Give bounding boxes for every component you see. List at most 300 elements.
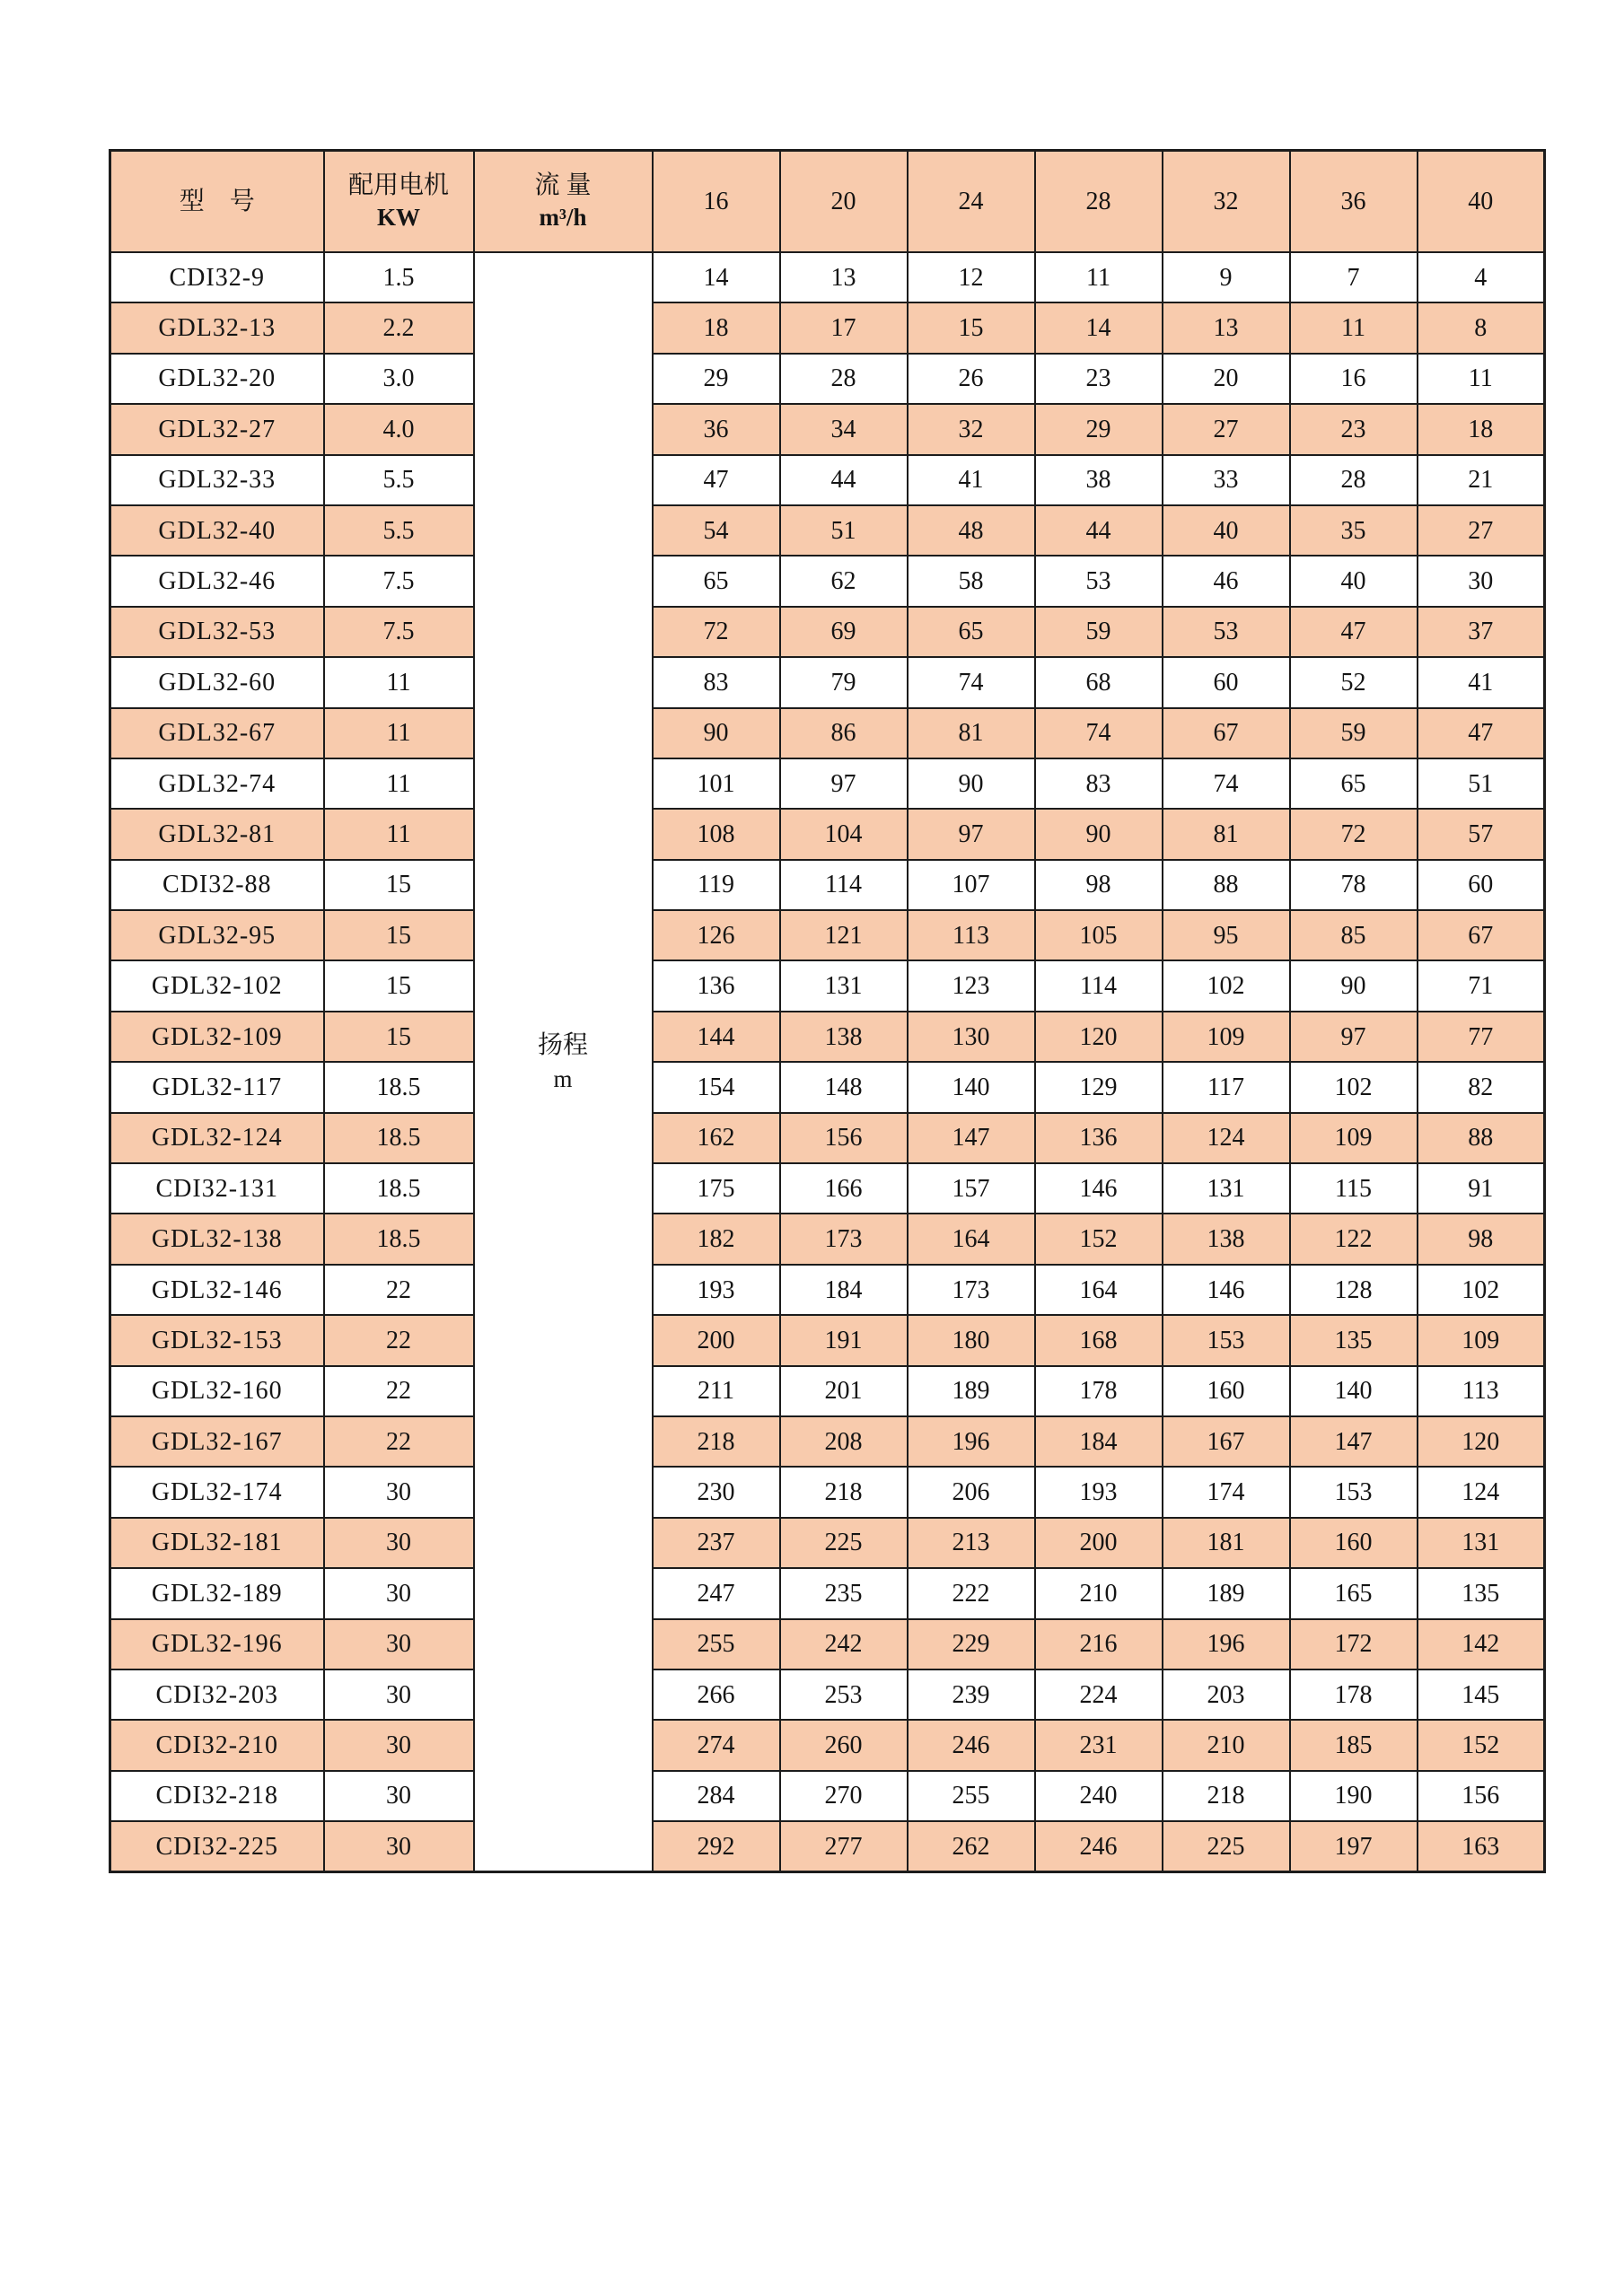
table-row — [110, 1113, 1545, 1163]
value-cell: 230 — [653, 1467, 780, 1517]
value-cell: 152 — [1418, 1720, 1545, 1770]
table-row — [110, 910, 1545, 960]
value-cell: 90 — [1035, 809, 1163, 859]
value-cell: 196 — [1163, 1619, 1290, 1669]
kw-cell: 18.5 — [324, 1214, 474, 1264]
value-cell: 97 — [1290, 1012, 1418, 1062]
table-row — [110, 860, 1545, 910]
value-cell: 123 — [908, 960, 1035, 1011]
value-cell: 20 — [1163, 354, 1290, 404]
value-cell: 121 — [780, 910, 908, 960]
kw-cell: 22 — [324, 1416, 474, 1467]
value-cell: 15 — [908, 302, 1035, 353]
value-cell: 172 — [1290, 1619, 1418, 1669]
value-cell: 153 — [1290, 1467, 1418, 1517]
kw-cell: 22 — [324, 1315, 474, 1365]
value-cell: 277 — [780, 1821, 908, 1871]
model-cell: GDL32-146 — [110, 1265, 324, 1315]
model-cell: GDL32-138 — [110, 1214, 324, 1264]
kw-cell: 18.5 — [324, 1113, 474, 1163]
value-cell: 27 — [1163, 404, 1290, 454]
table-row — [110, 1265, 1545, 1315]
value-cell: 40 — [1290, 556, 1418, 606]
model-cell: GDL32-189 — [110, 1568, 324, 1618]
kw-cell: 30 — [324, 1568, 474, 1618]
value-cell: 255 — [653, 1619, 780, 1669]
value-cell: 62 — [780, 556, 908, 606]
value-cell: 59 — [1290, 708, 1418, 758]
value-cell: 71 — [1418, 960, 1545, 1011]
value-cell: 14 — [653, 252, 780, 302]
model-cell: GDL32-153 — [110, 1315, 324, 1365]
value-cell: 44 — [780, 455, 908, 505]
value-cell: 28 — [780, 354, 908, 404]
value-cell: 131 — [780, 960, 908, 1011]
value-cell: 147 — [1290, 1416, 1418, 1467]
kw-cell: 11 — [324, 657, 474, 707]
value-cell: 34 — [780, 404, 908, 454]
value-cell: 74 — [1035, 708, 1163, 758]
value-cell: 79 — [780, 657, 908, 707]
value-cell: 164 — [908, 1214, 1035, 1264]
header-flow — [474, 151, 653, 253]
value-cell: 46 — [1163, 556, 1290, 606]
value-cell: 14 — [1035, 302, 1163, 353]
table-row — [110, 1366, 1545, 1416]
header-flow-col-20: 20 — [780, 151, 908, 253]
value-cell: 90 — [908, 758, 1035, 809]
value-cell: 74 — [908, 657, 1035, 707]
value-cell: 68 — [1035, 657, 1163, 707]
model-cell: GDL32-53 — [110, 607, 324, 657]
value-cell: 113 — [908, 910, 1035, 960]
kw-cell: 30 — [324, 1518, 474, 1568]
value-cell: 211 — [653, 1366, 780, 1416]
value-cell: 59 — [1035, 607, 1163, 657]
value-cell: 210 — [1163, 1720, 1290, 1770]
value-cell: 81 — [1163, 809, 1290, 859]
value-cell: 18 — [653, 302, 780, 353]
model-cell: CDI32-131 — [110, 1163, 324, 1214]
value-cell: 153 — [1163, 1315, 1290, 1365]
table-row — [110, 302, 1545, 353]
value-cell: 266 — [653, 1669, 780, 1720]
value-cell: 144 — [653, 1012, 780, 1062]
value-cell: 53 — [1035, 556, 1163, 606]
value-cell: 208 — [780, 1416, 908, 1467]
header-model: 型 号 — [110, 151, 324, 253]
value-cell: 274 — [653, 1720, 780, 1770]
value-cell: 13 — [780, 252, 908, 302]
kw-cell: 15 — [324, 910, 474, 960]
value-cell: 284 — [653, 1771, 780, 1821]
value-cell: 30 — [1418, 556, 1545, 606]
table-row — [110, 1012, 1545, 1062]
value-cell: 101 — [653, 758, 780, 809]
kw-cell: 4.0 — [324, 404, 474, 454]
value-cell: 189 — [1163, 1568, 1290, 1618]
value-cell: 69 — [780, 607, 908, 657]
value-cell: 51 — [1418, 758, 1545, 809]
model-cell: CDI32-9 — [110, 252, 324, 302]
value-cell: 135 — [1290, 1315, 1418, 1365]
table-row — [110, 758, 1545, 809]
table-row — [110, 404, 1545, 454]
value-cell: 135 — [1418, 1568, 1545, 1618]
table-row — [110, 1214, 1545, 1264]
value-cell: 196 — [908, 1416, 1035, 1467]
value-cell: 33 — [1163, 455, 1290, 505]
value-cell: 237 — [653, 1518, 780, 1568]
head-unit: m — [553, 1065, 573, 1092]
table-row — [110, 1720, 1545, 1770]
value-cell: 142 — [1418, 1619, 1545, 1669]
value-cell: 109 — [1418, 1315, 1545, 1365]
head-label: 扬程 — [537, 1030, 588, 1059]
header-motor — [324, 151, 474, 253]
value-cell: 27 — [1418, 505, 1545, 556]
value-cell: 97 — [780, 758, 908, 809]
value-cell: 90 — [1290, 960, 1418, 1011]
kw-cell: 30 — [324, 1619, 474, 1669]
value-cell: 65 — [1290, 758, 1418, 809]
model-cell: GDL32-174 — [110, 1467, 324, 1517]
kw-cell: 1.5 — [324, 252, 474, 302]
value-cell: 138 — [780, 1012, 908, 1062]
kw-cell: 3.0 — [324, 354, 474, 404]
pump-spec-table — [109, 149, 1546, 1873]
value-cell: 120 — [1418, 1416, 1545, 1467]
header-motor-line2: KW — [376, 204, 420, 232]
kw-cell: 2.2 — [324, 302, 474, 353]
value-cell: 206 — [908, 1467, 1035, 1517]
kw-cell: 22 — [324, 1366, 474, 1416]
value-cell: 148 — [780, 1062, 908, 1112]
value-cell: 178 — [1290, 1669, 1418, 1720]
value-cell: 126 — [653, 910, 780, 960]
kw-cell: 15 — [324, 960, 474, 1011]
header-row — [110, 151, 1545, 253]
value-cell: 57 — [1418, 809, 1545, 859]
value-cell: 83 — [1035, 758, 1163, 809]
value-cell: 104 — [780, 809, 908, 859]
value-cell: 246 — [1035, 1821, 1163, 1871]
table-row — [110, 1467, 1545, 1517]
table-row — [110, 1669, 1545, 1720]
value-cell: 119 — [653, 860, 780, 910]
value-cell: 32 — [908, 404, 1035, 454]
model-cell: CDI32-225 — [110, 1821, 324, 1871]
table-row — [110, 708, 1545, 758]
value-cell: 124 — [1418, 1467, 1545, 1517]
value-cell: 47 — [1290, 607, 1418, 657]
model-cell: GDL32-102 — [110, 960, 324, 1011]
value-cell: 160 — [1163, 1366, 1290, 1416]
value-cell: 105 — [1035, 910, 1163, 960]
value-cell: 175 — [653, 1163, 780, 1214]
value-cell: 86 — [780, 708, 908, 758]
head-unit-merged-cell — [474, 252, 653, 1872]
value-cell: 147 — [908, 1113, 1035, 1163]
value-cell: 240 — [1035, 1771, 1163, 1821]
table-row — [110, 252, 1545, 302]
value-cell: 107 — [908, 860, 1035, 910]
kw-cell: 11 — [324, 809, 474, 859]
model-cell: GDL32-117 — [110, 1062, 324, 1112]
value-cell: 8 — [1418, 302, 1545, 353]
value-cell: 81 — [908, 708, 1035, 758]
value-cell: 146 — [1163, 1265, 1290, 1315]
model-cell: GDL32-13 — [110, 302, 324, 353]
kw-cell: 15 — [324, 860, 474, 910]
model-cell: GDL32-160 — [110, 1366, 324, 1416]
value-cell: 122 — [1290, 1214, 1418, 1264]
value-cell: 262 — [908, 1821, 1035, 1871]
value-cell: 129 — [1035, 1062, 1163, 1112]
value-cell: 189 — [908, 1366, 1035, 1416]
value-cell: 65 — [908, 607, 1035, 657]
value-cell: 138 — [1163, 1214, 1290, 1264]
value-cell: 197 — [1290, 1821, 1418, 1871]
value-cell: 200 — [653, 1315, 780, 1365]
value-cell: 98 — [1418, 1214, 1545, 1264]
value-cell: 23 — [1290, 404, 1418, 454]
model-cell: GDL32-124 — [110, 1113, 324, 1163]
value-cell: 162 — [653, 1113, 780, 1163]
value-cell: 140 — [908, 1062, 1035, 1112]
table-row — [110, 455, 1545, 505]
value-cell: 21 — [1418, 455, 1545, 505]
value-cell: 78 — [1290, 860, 1418, 910]
value-cell: 200 — [1035, 1518, 1163, 1568]
model-cell: GDL32-40 — [110, 505, 324, 556]
value-cell: 191 — [780, 1315, 908, 1365]
model-cell: GDL32-74 — [110, 758, 324, 809]
value-cell: 91 — [1418, 1163, 1545, 1214]
value-cell: 292 — [653, 1821, 780, 1871]
value-cell: 164 — [1035, 1265, 1163, 1315]
model-cell: GDL32-20 — [110, 354, 324, 404]
value-cell: 44 — [1035, 505, 1163, 556]
value-cell: 163 — [1418, 1821, 1545, 1871]
value-cell: 98 — [1035, 860, 1163, 910]
table-row — [110, 1568, 1545, 1618]
table-row — [110, 354, 1545, 404]
table-row — [110, 1062, 1545, 1112]
value-cell: 145 — [1418, 1669, 1545, 1720]
value-cell: 97 — [908, 809, 1035, 859]
value-cell: 113 — [1418, 1366, 1545, 1416]
value-cell: 37 — [1418, 607, 1545, 657]
value-cell: 181 — [1163, 1518, 1290, 1568]
value-cell: 225 — [1163, 1821, 1290, 1871]
value-cell: 74 — [1163, 758, 1290, 809]
value-cell: 229 — [908, 1619, 1035, 1669]
value-cell: 182 — [653, 1214, 780, 1264]
model-cell: GDL32-60 — [110, 657, 324, 707]
value-cell: 52 — [1290, 657, 1418, 707]
value-cell: 95 — [1163, 910, 1290, 960]
value-cell: 156 — [780, 1113, 908, 1163]
value-cell: 201 — [780, 1366, 908, 1416]
kw-cell: 30 — [324, 1821, 474, 1871]
value-cell: 85 — [1290, 910, 1418, 960]
value-cell: 210 — [1035, 1568, 1163, 1618]
value-cell: 120 — [1035, 1012, 1163, 1062]
model-cell: GDL32-181 — [110, 1518, 324, 1568]
table-row — [110, 960, 1545, 1011]
value-cell: 218 — [780, 1467, 908, 1517]
table-body — [110, 252, 1545, 1872]
value-cell: 17 — [780, 302, 908, 353]
table-row — [110, 505, 1545, 556]
value-cell: 203 — [1163, 1669, 1290, 1720]
value-cell: 247 — [653, 1568, 780, 1618]
value-cell: 40 — [1163, 505, 1290, 556]
header-flow-col-16: 16 — [653, 151, 780, 253]
value-cell: 53 — [1163, 607, 1290, 657]
value-cell: 11 — [1418, 354, 1545, 404]
value-cell: 41 — [1418, 657, 1545, 707]
value-cell: 166 — [780, 1163, 908, 1214]
model-cell: GDL32-95 — [110, 910, 324, 960]
value-cell: 174 — [1163, 1467, 1290, 1517]
value-cell: 225 — [780, 1518, 908, 1568]
value-cell: 156 — [1418, 1771, 1545, 1821]
value-cell: 160 — [1290, 1518, 1418, 1568]
value-cell: 7 — [1290, 252, 1418, 302]
value-cell: 29 — [653, 354, 780, 404]
value-cell: 12 — [908, 252, 1035, 302]
table-row — [110, 1619, 1545, 1669]
value-cell: 88 — [1163, 860, 1290, 910]
table-row — [110, 1416, 1545, 1467]
header-flow-col-32: 32 — [1163, 151, 1290, 253]
value-cell: 173 — [908, 1265, 1035, 1315]
header-motor-line1: 配用电机 — [347, 171, 449, 200]
model-cell: GDL32-109 — [110, 1012, 324, 1062]
value-cell: 128 — [1290, 1265, 1418, 1315]
value-cell: 90 — [653, 708, 780, 758]
value-cell: 83 — [653, 657, 780, 707]
kw-cell: 7.5 — [324, 556, 474, 606]
value-cell: 36 — [653, 404, 780, 454]
header-flow-line1: 流 量 — [534, 171, 592, 200]
value-cell: 270 — [780, 1771, 908, 1821]
value-cell: 231 — [1035, 1720, 1163, 1770]
value-cell: 77 — [1418, 1012, 1545, 1062]
value-cell: 180 — [908, 1315, 1035, 1365]
value-cell: 65 — [653, 556, 780, 606]
value-cell: 224 — [1035, 1669, 1163, 1720]
value-cell: 193 — [653, 1265, 780, 1315]
value-cell: 23 — [1035, 354, 1163, 404]
value-cell: 67 — [1163, 708, 1290, 758]
value-cell: 173 — [780, 1214, 908, 1264]
value-cell: 9 — [1163, 252, 1290, 302]
value-cell: 222 — [908, 1568, 1035, 1618]
value-cell: 38 — [1035, 455, 1163, 505]
value-cell: 72 — [653, 607, 780, 657]
value-cell: 190 — [1290, 1771, 1418, 1821]
value-cell: 108 — [653, 809, 780, 859]
header-flow-col-36: 36 — [1290, 151, 1418, 253]
value-cell: 60 — [1163, 657, 1290, 707]
value-cell: 184 — [780, 1265, 908, 1315]
value-cell: 11 — [1290, 302, 1418, 353]
table-row — [110, 1163, 1545, 1214]
value-cell: 13 — [1163, 302, 1290, 353]
value-cell: 235 — [780, 1568, 908, 1618]
value-cell: 4 — [1418, 252, 1545, 302]
value-cell: 260 — [780, 1720, 908, 1770]
value-cell: 82 — [1418, 1062, 1545, 1112]
value-cell: 246 — [908, 1720, 1035, 1770]
value-cell: 109 — [1290, 1113, 1418, 1163]
model-cell: CDI32-210 — [110, 1720, 324, 1770]
kw-cell: 22 — [324, 1265, 474, 1315]
value-cell: 216 — [1035, 1619, 1163, 1669]
value-cell: 213 — [908, 1518, 1035, 1568]
value-cell: 29 — [1035, 404, 1163, 454]
value-cell: 35 — [1290, 505, 1418, 556]
value-cell: 51 — [780, 505, 908, 556]
value-cell: 54 — [653, 505, 780, 556]
value-cell: 146 — [1035, 1163, 1163, 1214]
kw-cell: 18.5 — [324, 1163, 474, 1214]
value-cell: 157 — [908, 1163, 1035, 1214]
value-cell: 255 — [908, 1771, 1035, 1821]
value-cell: 72 — [1290, 809, 1418, 859]
value-cell: 165 — [1290, 1568, 1418, 1618]
value-cell: 167 — [1163, 1416, 1290, 1467]
header-flow-line2: m³/h — [539, 204, 587, 232]
value-cell: 109 — [1163, 1012, 1290, 1062]
table-row — [110, 1518, 1545, 1568]
value-cell: 26 — [908, 354, 1035, 404]
value-cell: 58 — [908, 556, 1035, 606]
table-row — [110, 1315, 1545, 1365]
value-cell: 253 — [780, 1669, 908, 1720]
value-cell: 168 — [1035, 1315, 1163, 1365]
value-cell: 16 — [1290, 354, 1418, 404]
table-row — [110, 809, 1545, 859]
value-cell: 48 — [908, 505, 1035, 556]
model-cell: GDL32-67 — [110, 708, 324, 758]
header-flow-col-24: 24 — [908, 151, 1035, 253]
value-cell: 47 — [1418, 708, 1545, 758]
kw-cell: 18.5 — [324, 1062, 474, 1112]
table-header — [110, 151, 1545, 253]
table-row — [110, 657, 1545, 707]
value-cell: 18 — [1418, 404, 1545, 454]
table-row — [110, 1771, 1545, 1821]
value-cell: 136 — [653, 960, 780, 1011]
value-cell: 11 — [1035, 252, 1163, 302]
value-cell: 102 — [1163, 960, 1290, 1011]
model-cell: GDL32-167 — [110, 1416, 324, 1467]
value-cell: 115 — [1290, 1163, 1418, 1214]
model-cell: GDL32-81 — [110, 809, 324, 859]
table-row — [110, 607, 1545, 657]
value-cell: 242 — [780, 1619, 908, 1669]
kw-cell: 11 — [324, 758, 474, 809]
kw-cell: 15 — [324, 1012, 474, 1062]
value-cell: 114 — [1035, 960, 1163, 1011]
value-cell: 131 — [1418, 1518, 1545, 1568]
value-cell: 154 — [653, 1062, 780, 1112]
value-cell: 114 — [780, 860, 908, 910]
